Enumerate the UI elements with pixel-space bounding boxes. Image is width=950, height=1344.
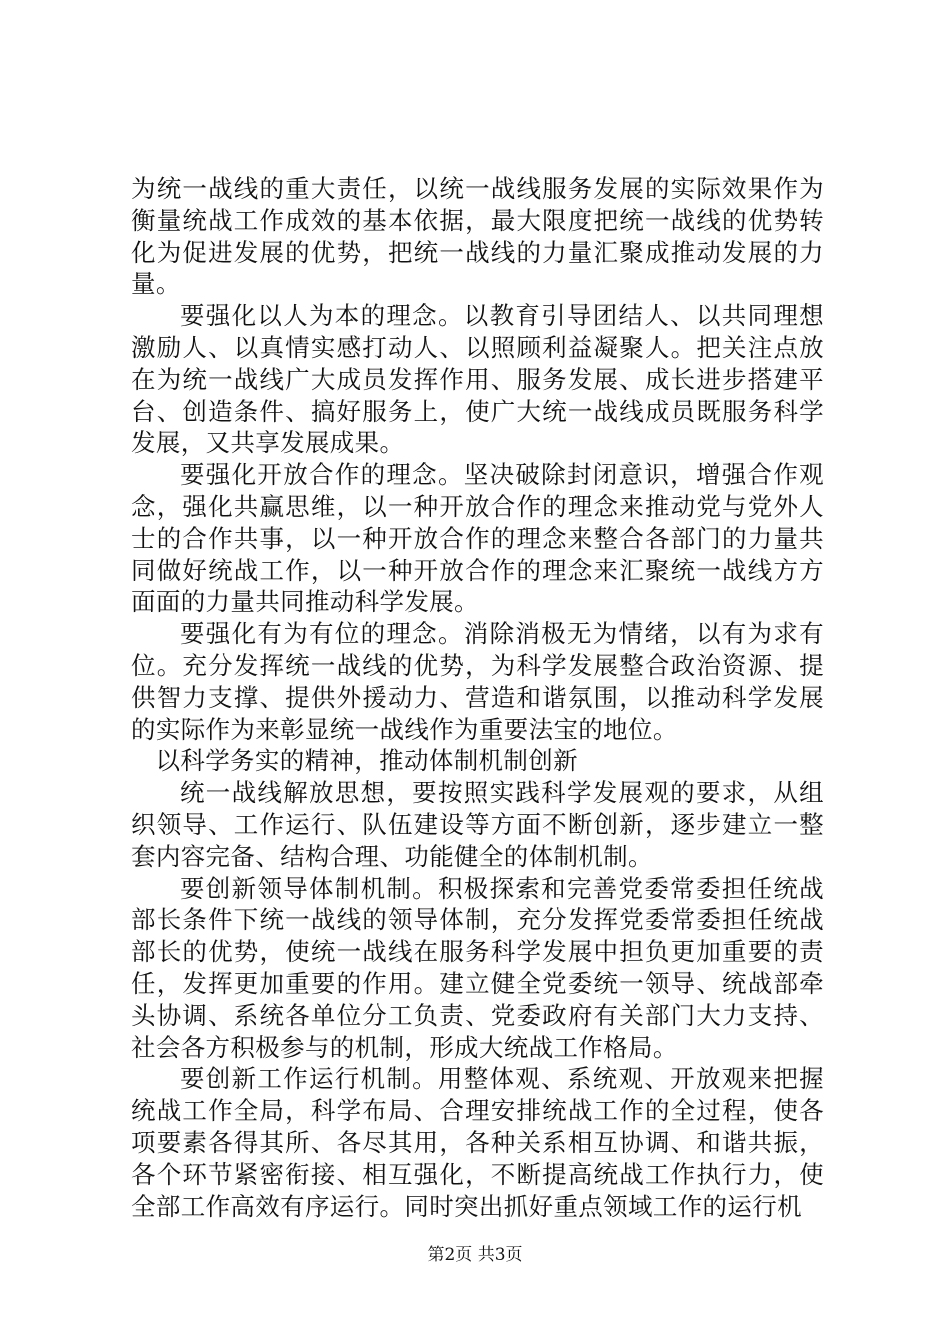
paragraph-continued: 为统一战线的重大责任，以统一战线服务发展的实际效果作为衡量统战工作成效的基本依据，最大限度把统一战线的优势转化为促进发展的优势，把统一战线的力量汇聚成推动发展的力量。 [131,174,824,299]
page-footer: 第2页 共3页 [427,1245,523,1265]
paragraph-people-oriented: 要强化以人为本的理念。以教育引导团结人、以共同理想激励人、以真情实感打动人、以照顾利益凝聚人。把关注点放在为统一战线广大成员发挥作用、服务发展、成长进步搭建平台、创造条件、搞好服务上，使广大统一战线成员既服务科学发展，又共享发展成果。 [131,301,824,458]
paragraph-proactive: 要强化有为有位的理念。消除消极无为情绪，以有为求有位。充分发挥统一战线的优势，为科学发展整合政治资源、提供智力支撑、提供外援动力、营造和谐氛围，以推动科学发展的实际作为来彰显统一战线作为重要法宝的地位。 [131,619,824,744]
paragraph-open-cooperation: 要强化开放合作的理念。坚决破除封闭意识，增强合作观念，强化共赢思维，以一种开放合作的理念来推动党与党外人士的合作共事，以一种开放合作的理念来整合各部门的力量共同做好统战工作，以一种开放合作的理念来汇聚统一战线方方面面的力量共同推动科学发展。 [131,460,824,617]
paragraph-operation-mechanism: 要创新工作运行机制。用整体观、系统观、开放观来把握统战工作全局，科学布局、合理安排统战工作的全过程，使各项要素各得其所、各尽其用，各种关系相互协调、和谐共振，各个环节紧密衔接、相互强化，不断提高统战工作执行力，使全部工作高效有序运行。同时突出抓好重点领域工作的运行机 [131,1064,824,1221]
document-body [131,173,824,1222]
section-heading: 以科学务实的精神，推动体制机制创新 [155,746,578,776]
paragraph-system-innovation: 统一战线解放思想，要按照实践科学发展观的要求，从组织领导、工作运行、队伍建设等方面不断创新，逐步建立一整套内容完备、结构合理、功能健全的体制机制。 [131,778,824,871]
paragraph-leadership-mechanism: 要创新领导体制机制。积极探索和完善党委常委担任统战部长条件下统一战线的领导体制，充分发挥党委常委担任统战部长的优势，使统一战线在服务科学发展中担负更加重要的责任，发挥更加重要的作用。建立健全党委统一领导、统战部牵头协调、系统各单位分工负责、党委政府有关部门大力支持、社会各方积极参与的机制，形成大统战工作格局。 [131,873,824,1062]
